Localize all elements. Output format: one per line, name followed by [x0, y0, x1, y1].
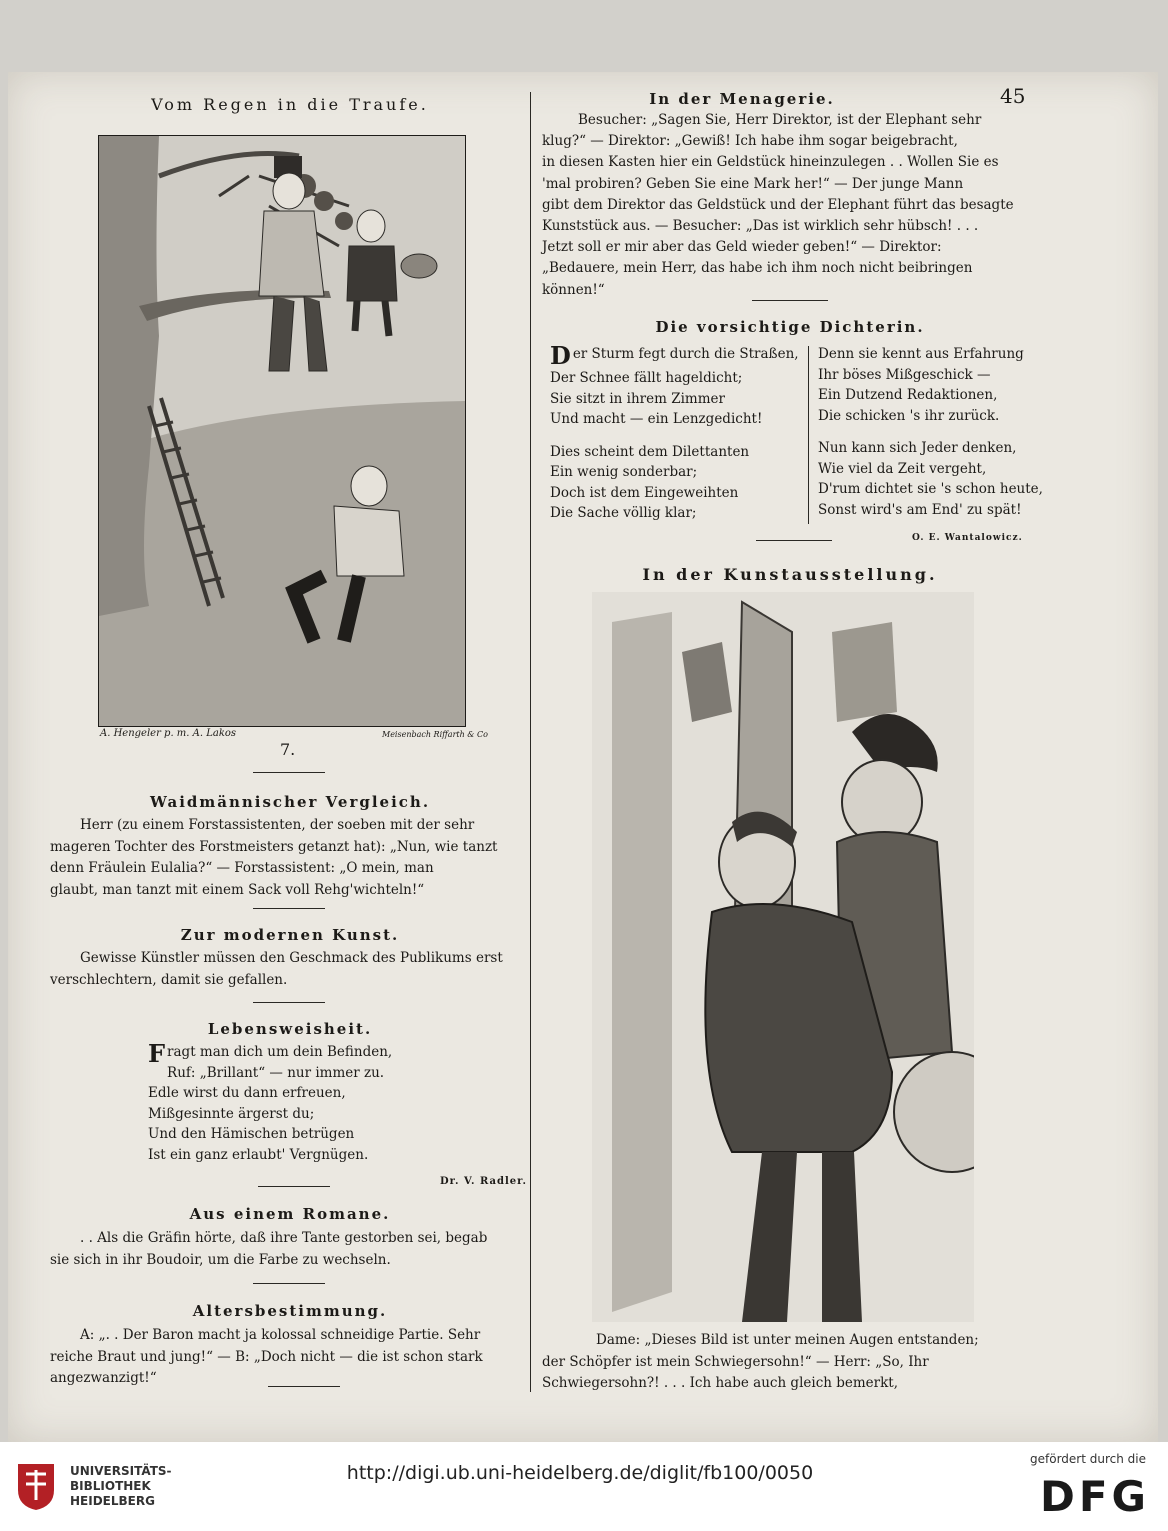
- kunst-title: Zur modernen Kunst.: [180, 926, 400, 944]
- section-rule: [253, 1283, 325, 1284]
- dfg-logo: DFG: [1040, 1472, 1151, 1521]
- exhibition-illustration: [592, 592, 974, 1322]
- funding-label: gefördert durch die: [1030, 1452, 1146, 1466]
- alters-text: [50, 1325, 540, 1390]
- alters-line: angezwanzigt!“: [50, 1370, 157, 1386]
- lebens-initial: F: [148, 1039, 166, 1068]
- lebens-author: Dr. V. Radler.: [440, 1176, 527, 1187]
- alters-line: A: „. . Der Baron macht ja kolossal schneidige Partie. Sehr: [80, 1327, 481, 1343]
- lebens-line: Und den Hämischen betrügen: [148, 1126, 355, 1142]
- dichterin-line: Sonst wird's am End' zu spät!: [818, 501, 1022, 518]
- menag-line: Besucher: „Sagen Sie, Herr Direktor, ist der Elephant sehr: [578, 112, 982, 128]
- section-rule: [756, 540, 832, 541]
- menag-line: 'mal probiren? Geben Sie eine Mark her!“ — Der junge Mann: [542, 175, 964, 192]
- library-name: [70, 1464, 172, 1509]
- menag-text: [542, 110, 1038, 301]
- permalink-url[interactable]: http://digi.ub.uni-heidelberg.de/diglit/fb100/0050: [346, 1462, 814, 1484]
- lebens-line: Ruf: „Brillant“ — nur immer zu.: [167, 1064, 385, 1081]
- kunst-text: [50, 948, 540, 991]
- dichterin-col1: [550, 341, 812, 524]
- roman-line: . . Als die Gräfin hörte, daß ihre Tante gestorben sei, begab: [80, 1230, 488, 1246]
- cartoon-signature-right: Meisenbach Riffarth & Co: [382, 730, 488, 739]
- page-number: 45: [1000, 84, 1026, 108]
- cartoon-signature-left: A. Hengeler p. m. A. Lakos: [100, 728, 237, 739]
- menag-line: Kunststück aus. — Besucher: „Das ist wirklich sehr hübsch! . . .: [542, 218, 979, 235]
- dichterin-line: Dies scheint dem Dilettanten: [550, 443, 750, 460]
- waid-line: denn Fräulein Eulalia?“ — Forstassistent: „O mein, man: [50, 860, 434, 876]
- section-rule: [258, 1186, 330, 1187]
- dichterin-line: Sie sitzt in ihrem Zimmer: [550, 390, 725, 407]
- dichterin-line: Ihr böses Mißgeschick —: [818, 366, 991, 383]
- dichterin-initial: D: [550, 341, 571, 370]
- library-name-line: BIBLIOTHEK: [70, 1479, 151, 1493]
- roman-title: Aus einem Romane.: [189, 1205, 391, 1223]
- ausst-line: der Schöpfer ist mein Schwiegersohn!“ — Herr: „So, Ihr: [542, 1353, 929, 1370]
- waid-line: glaubt, man tanzt mit einem Sack voll Rehg'wichteln!“: [50, 881, 425, 898]
- lebens-line: Edle wirst du dann erfreuen,: [148, 1085, 346, 1101]
- dichterin-line: [818, 426, 1040, 438]
- kunst-line: Gewisse Künstler müssen den Geschmack des Publikums erst: [80, 950, 503, 966]
- section-rule: [268, 1386, 340, 1387]
- alters-line: reiche Braut und jung!“ — B: „Doch nicht — die ist schon stark: [50, 1348, 483, 1365]
- dichterin-line: Und macht — ein Lenzgedicht!: [550, 411, 763, 427]
- heidelberg-university-logo-icon: [14, 1460, 58, 1512]
- dichterin-line: Ein wenig sonderbar;: [550, 464, 698, 480]
- waid-line: mageren Tochter des Forstmeisters getanzt hat): „Nun, wie tanzt: [50, 838, 498, 855]
- dichterin-line: D'rum dichtet sie 's schon heute,: [818, 481, 1043, 497]
- cartoon-number: 7.: [280, 740, 296, 759]
- ausst-title: In der Kunstausstellung.: [642, 565, 938, 584]
- menag-line: können!“: [542, 281, 605, 298]
- lebens-verse: [148, 1039, 488, 1165]
- ausst-text: [542, 1330, 1038, 1395]
- dichterin-line: Doch ist dem Eingeweihten: [550, 484, 739, 501]
- dichterin-line: Der Schnee fällt hageldicht;: [550, 370, 743, 386]
- menag-line: Jetzt soll er mir aber das Geld wieder geben!“ — Direktor:: [542, 239, 942, 256]
- dichterin-line: Wie viel da Zeit vergeht,: [818, 460, 987, 477]
- menag-line: gibt dem Direktor das Geldstück und der Elephant führt das besagte: [542, 196, 1014, 213]
- lebens-line: Ist ein ganz erlaubt' Vergnügen.: [148, 1146, 369, 1163]
- dichterin-author: O. E. Wantalowicz.: [912, 533, 1023, 543]
- dichterin-col2: [818, 344, 1043, 520]
- lebens-title: Lebensweisheit.: [207, 1020, 373, 1038]
- dichterin-title: Die vorsichtige Dichterin.: [655, 318, 925, 336]
- waid-line: Herr (zu einem Forstassistenten, der soeben mit der sehr: [80, 817, 475, 833]
- dichterin-line: Die schicken 's ihr zurück.: [818, 407, 1000, 424]
- library-name-line: UNIVERSITÄTS-: [70, 1464, 172, 1478]
- menag-line: klug?“ — Direktor: „Gewiß! Ich habe ihm sogar beigebracht,: [542, 133, 958, 150]
- ausst-line: Dame: „Dieses Bild ist unter meinen Augen entstanden;: [596, 1332, 979, 1348]
- cartoon-title: Vom Regen in die Traufe.: [151, 95, 429, 114]
- section-rule: [253, 1002, 325, 1003]
- dichterin-line: Ein Dutzend Redaktionen,: [818, 387, 998, 403]
- lebens-line: Mißgesinnte ärgerst du;: [148, 1105, 315, 1122]
- ausst-line: Schwiegersohn?! . . . Ich habe auch gleich bemerkt,: [542, 1375, 899, 1391]
- verse-divider: [808, 346, 809, 524]
- alters-title: Altersbestimmung.: [192, 1302, 388, 1320]
- dichterin-line: [550, 430, 812, 442]
- section-rule: [253, 772, 325, 773]
- dichterin-line: er Sturm fegt durch die Straßen,: [572, 346, 799, 362]
- kunst-line: verschlechtern, damit sie gefallen.: [50, 971, 288, 988]
- dichterin-line: Denn sie kennt aus Erfahrung: [818, 346, 1024, 362]
- roman-line: sie sich in ihr Boudoir, um die Farbe zu wechseln.: [50, 1251, 391, 1268]
- menag-line: in diesen Kasten hier ein Geldstück hineinzulegen . . Wollen Sie es: [542, 154, 999, 171]
- dichterin-line: Die Sache völlig klar;: [550, 505, 697, 521]
- waid-text: [50, 815, 540, 901]
- section-rule: [253, 908, 325, 909]
- lebens-line: ragt man dich um dein Befinden,: [167, 1044, 393, 1060]
- menag-line: „Bedauere, mein Herr, das habe ich ihm noch nicht beibringen: [542, 260, 973, 277]
- dichterin-line: Nun kann sich Jeder denken,: [818, 440, 1017, 456]
- cartoon-illustration-tree: [98, 135, 466, 727]
- waid-title: Waidmännischer Vergleich.: [149, 793, 431, 811]
- digitization-footer: [0, 1442, 1168, 1531]
- library-name-line: HEIDELBERG: [70, 1494, 155, 1508]
- section-rule: [752, 300, 828, 301]
- roman-text: [50, 1228, 540, 1271]
- menag-title: In der Menagerie.: [649, 90, 835, 108]
- column-divider: [530, 92, 531, 1392]
